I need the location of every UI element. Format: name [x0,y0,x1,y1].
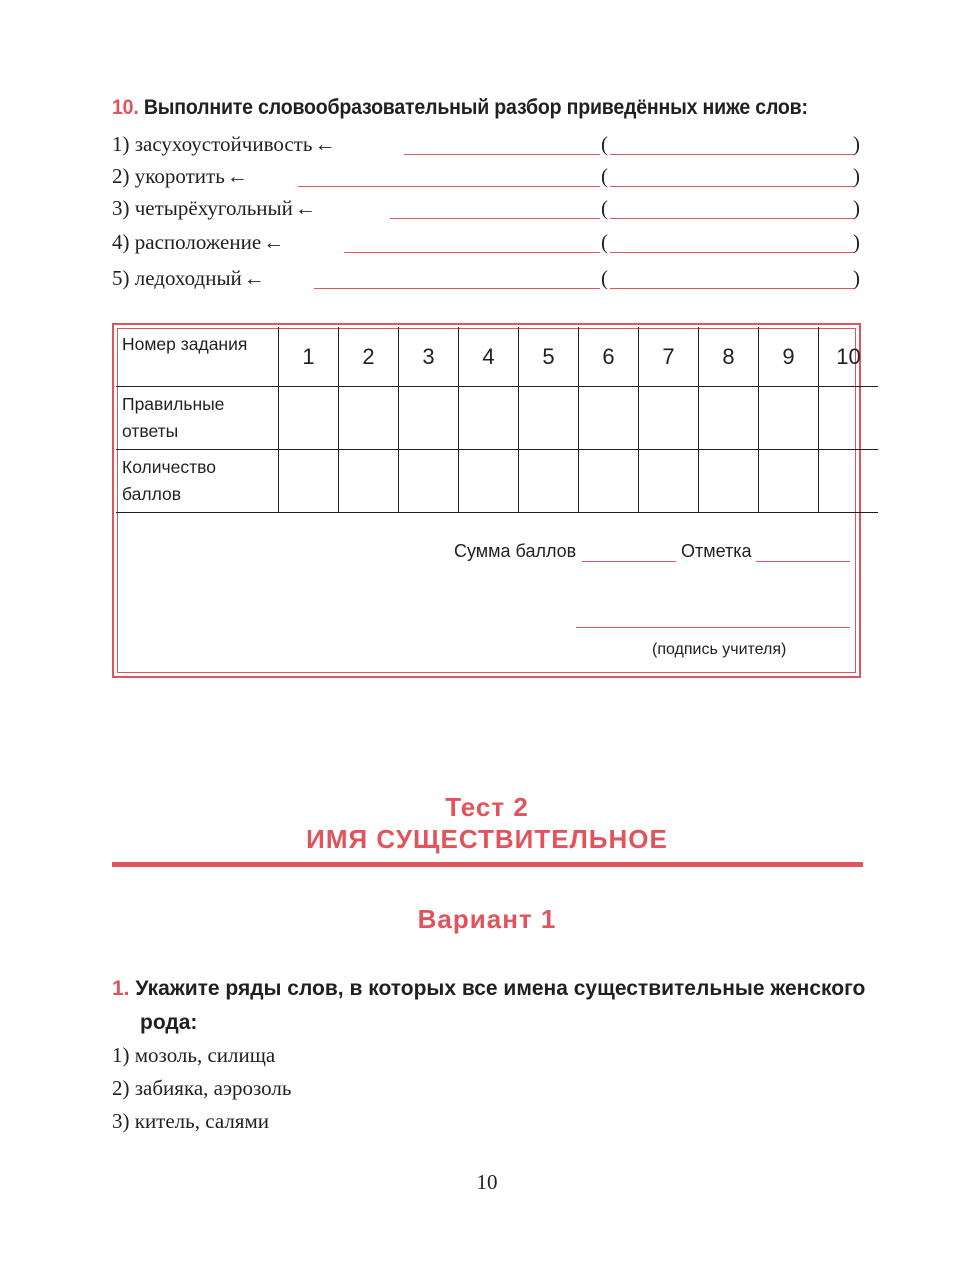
score-cell[interactable] [819,450,879,513]
word-label: 4) расположение [112,230,262,254]
answer-line[interactable] [298,186,600,187]
task-number-cell: 3 [399,327,459,387]
word-item-4 [112,228,288,256]
table-row [116,387,878,450]
grade-field[interactable] [756,561,850,562]
score-cell[interactable] [639,450,699,513]
score-cell[interactable] [519,450,579,513]
task-number-cell: 5 [519,327,579,387]
table-row [116,450,878,513]
score-cell[interactable] [759,450,819,513]
test-subtitle: ИМЯ СУЩЕСТВИТЕЛЬНОЕ [306,824,668,854]
answer-cell[interactable] [339,387,399,450]
arrow-left-icon: ← [294,196,316,220]
variant-title: Вариант 1 [417,904,557,934]
sum-field[interactable] [582,561,676,562]
morpheme-line[interactable] [610,218,854,219]
answer-cell[interactable] [759,387,819,450]
word-item-3 [112,194,320,222]
row-header: Правильные ответы [116,387,279,450]
task10-heading [112,96,808,120]
task-number-cell: 10 [819,327,879,387]
morpheme-line[interactable] [610,154,854,155]
signature-field[interactable] [576,627,850,628]
task-number-cell: 7 [639,327,699,387]
row-header: Номер задания [116,327,279,387]
signature-caption: (подпись учителя) [652,641,787,658]
option-1: 1) мозоль, силища [112,1043,276,1067]
option-2: 2) забияка, аэрозоль [112,1076,292,1100]
task-number-cell: 2 [339,327,399,387]
score-table [116,327,878,513]
morpheme-line[interactable] [610,186,854,187]
page-number: 10 [476,1170,498,1194]
answer-line[interactable] [390,218,600,219]
word-item-5 [112,264,269,292]
answer-cell[interactable] [519,387,579,450]
answer-line[interactable] [344,252,600,253]
arrow-left-icon: ← [263,230,285,254]
task1-text: Укажите ряды слов, в которых все имена существительные женского [135,977,866,1000]
task-number-cell: 9 [759,327,819,387]
task-number-cell: 4 [459,327,519,387]
open-paren: ( [601,164,608,188]
grade-label: Отметка [681,541,752,561]
open-paren: ( [601,132,608,156]
task-number-cell: 8 [699,327,759,387]
score-cell[interactable] [399,450,459,513]
word-item-1 [112,130,339,158]
score-cell[interactable] [339,450,399,513]
close-paren: ) [853,164,860,188]
score-cell[interactable] [279,450,339,513]
task10-text: Выполните словообразовательный разбор приведённых ниже слов: [143,96,808,119]
morpheme-line[interactable] [610,252,854,253]
answer-cell[interactable] [639,387,699,450]
option-3: 3) китель, салями [112,1109,269,1133]
task1-number: 1. [112,977,130,1000]
task-number-cell: 6 [579,327,639,387]
answer-cell[interactable] [399,387,459,450]
answer-cell[interactable] [459,387,519,450]
close-paren: ) [853,132,860,156]
word-label: 1) засухоустойчивость [112,132,313,156]
score-cell[interactable] [459,450,519,513]
word-label: 3) четырёхугольный [112,196,293,220]
answer-line[interactable] [314,288,600,289]
sum-label: Сумма баллов [454,541,577,561]
answer-cell[interactable] [699,387,759,450]
word-label: 5) ледоходный [112,266,242,290]
answer-cell[interactable] [819,387,879,450]
close-paren: ) [853,266,860,290]
arrow-left-icon: ← [243,266,265,290]
morpheme-line[interactable] [610,288,854,289]
open-paren: ( [601,196,608,220]
row-header: Количество баллов [116,450,279,513]
task10-number: 10. [112,96,139,119]
word-label: 2) укоротить [112,164,225,188]
close-paren: ) [853,196,860,220]
open-paren: ( [601,266,608,290]
test-title: Тест 2 [445,792,529,822]
score-cell[interactable] [579,450,639,513]
table-row [116,327,878,387]
task1-heading [112,972,872,1040]
arrow-left-icon: ← [314,132,336,156]
arrow-left-icon: ← [226,164,248,188]
task1-text-cont: рода: [140,1011,198,1034]
task-number-cell: 1 [279,327,339,387]
divider [112,862,863,867]
open-paren: ( [601,230,608,254]
score-cell[interactable] [699,450,759,513]
answer-line[interactable] [404,154,600,155]
word-item-2 [112,162,252,190]
answer-cell[interactable] [579,387,639,450]
answer-cell[interactable] [279,387,339,450]
close-paren: ) [853,230,860,254]
